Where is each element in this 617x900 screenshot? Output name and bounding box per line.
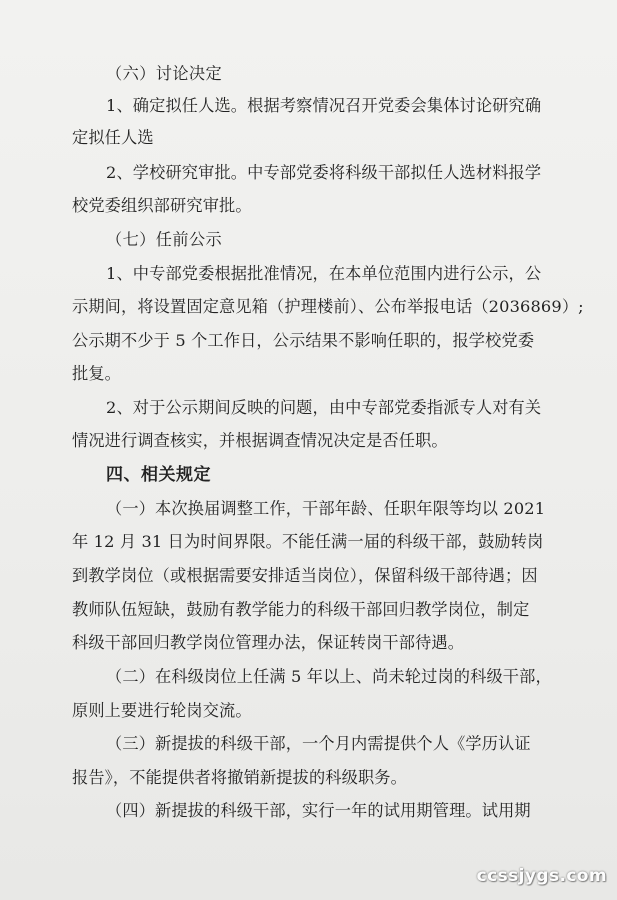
paragraph-line: 年 12 月 31 日为时间界限。不能任满一届的科级干部，鼓励转岗 [72,532,544,551]
paragraph-line: （四）新提拔的科级干部，实行一年的试用期管理。试用期 [106,801,531,820]
paragraph-line: 1、中专部党委根据批准情况，在本单位范围内进行公示，公 [106,264,542,283]
paragraph-line: 到教学岗位（或根据需要安排适当岗位），保留科级干部待遇；因 [72,566,538,585]
paragraph-line: 科级干部回归教学岗位管理办法，保证转岗干部待遇。 [72,633,465,652]
paragraph-line: 原则上要进行轮岗交流。 [72,701,252,720]
paragraph-line: 情况进行调查核实，并根据调查情况决定是否任职。 [72,431,448,450]
paragraph-line: （一）本次换届调整工作，干部年龄、任职年限等均以 2021 [106,499,546,518]
paragraph-line: 2、对于公示期间反映的问题，由中专部党委指派专人对有关 [106,398,542,417]
site-watermark: ccssjygs.com [476,866,607,886]
subsection-heading-publicity: （七）任前公示 [106,230,223,249]
paragraph-line: 定拟任人选 [72,128,154,147]
paragraph-line: 教师队伍短缺，鼓励有教学能力的科级干部回归教学岗位，制定 [72,600,530,619]
paragraph-line: 示期间，将设置固定意见箱（护理楼前）、公布举报电话（2036869）; [72,297,584,316]
paragraph-line: 2、学校研究审批。中专部党委将科级干部拟任人选材料报学 [106,163,542,182]
paragraph-line: 1、确定拟任人选。根据考察情况召开党委会集体讨论研究确 [106,96,542,115]
paragraph-line: 报告》，不能提供者将撤销新提拔的科级职务。 [72,768,407,787]
section-heading-regulations: 四、相关规定 [106,465,211,485]
paragraph-line: 公示期不少于 5 个工作日，公示结果不影响任职的，报学校党委 [72,331,535,350]
paragraph-line: （三）新提拔的科级干部，一个月内需提供个人《学历认证 [106,734,531,753]
paragraph-line: 批复。 [72,364,122,383]
subsection-heading-discussion: （六）讨论决定 [106,64,223,83]
paragraph-line: （二）在科级岗位上任满 5 年以上、尚未轮过岗的科级干部， [106,667,552,686]
paragraph-line: 校党委组织部研究审批。 [72,196,252,215]
